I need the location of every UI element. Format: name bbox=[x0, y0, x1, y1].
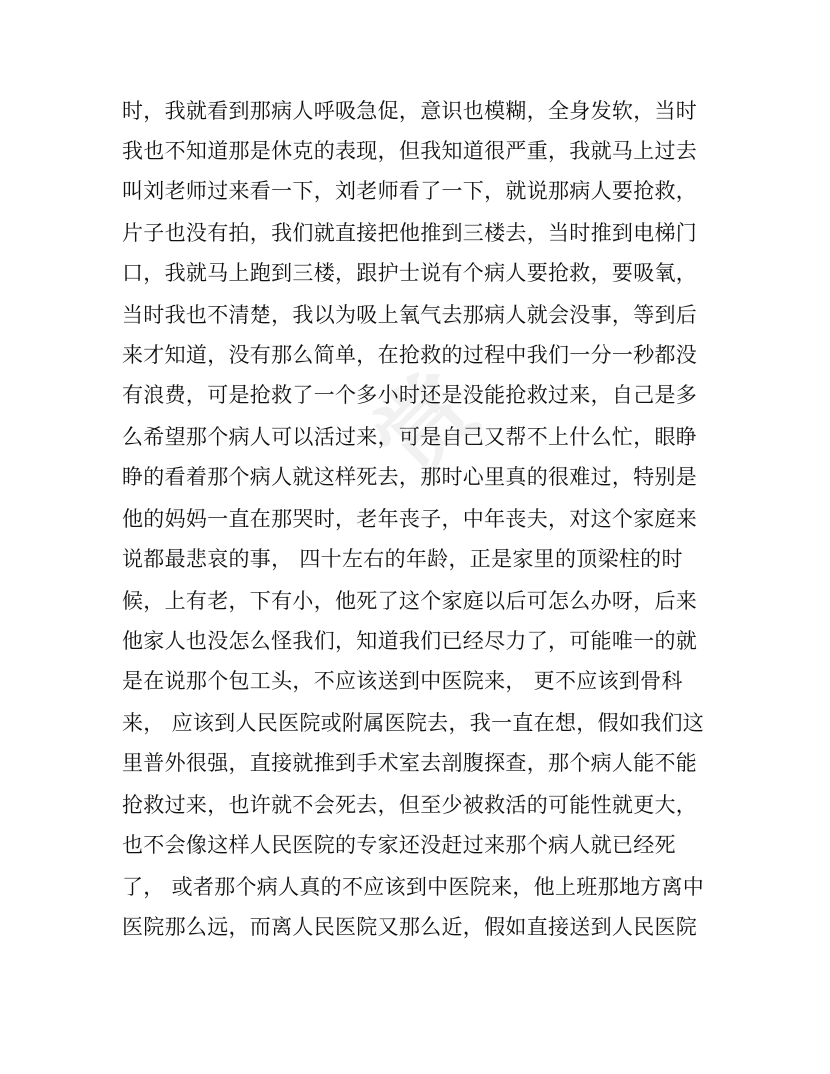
watermark-text: 赏 bbox=[351, 351, 499, 499]
text-line: 有浪费，可是抢救了一个多小时还是没能抢救过来，自己是多 bbox=[122, 383, 698, 407]
text-line: 抢救过来，也许就不会死去，但至少被救活的可能性就更大， bbox=[122, 793, 698, 817]
text-line: 么希望那个病人可以活过来，可是自己又帮不上什么忙，眼睁 bbox=[122, 425, 698, 449]
text-line: 他家人也没怎么怪我们，知道我们已经尽力了，可能唯一的就 bbox=[122, 629, 698, 653]
text-line: 他的妈妈一直在那哭时，老年丧子，中年丧夫，对这个家庭来 bbox=[122, 507, 698, 531]
text-line: 时，我就看到那病人呼吸急促，意识也模糊，全身发软，当时 bbox=[122, 99, 698, 123]
text-line: 来才知道，没有那么简单，在抢救的过程中我们一分一秒都没 bbox=[122, 343, 698, 367]
text-line: 里普外很强，直接就推到手术室去剖腹探查，那个病人能不能 bbox=[122, 751, 698, 775]
text-line: 是在说那个包工头，不应该送到中医院来， 更不应该到骨科 bbox=[122, 669, 683, 693]
text-line: 了， 或者那个病人真的不应该到中医院来，他上班那地方离中 bbox=[122, 875, 705, 899]
text-line: 睁的看着那个病人就这样死去，那时心里真的很难过，特别是 bbox=[122, 465, 698, 489]
text-line: 口，我就马上跑到三楼，跟护士说有个病人要抢救，要吸氧， bbox=[122, 261, 698, 285]
text-line: 片子也没有拍，我们就直接把他推到三楼去，当时推到电梯门 bbox=[122, 221, 698, 245]
text-line: 我也不知道那是休克的表现，但我知道很严重，我就马上过去 bbox=[122, 139, 698, 163]
text-line: 叫刘老师过来看一下，刘老师看了一下，就说那病人要抢救， bbox=[122, 179, 698, 203]
text-line: 也不会像这样人民医院的专家还没赶过来那个病人就已经死 bbox=[122, 833, 676, 857]
text-line: 候，上有老，下有小，他死了这个家庭以后可怎么办呀，后来 bbox=[122, 589, 698, 613]
text-line: 说都最悲哀的事， 四十左右的年龄，正是家里的顶梁柱的时 bbox=[122, 547, 683, 571]
text-line: 医院那么远，而离人民医院又那么近，假如直接送到人民医院 bbox=[122, 915, 698, 939]
text-line: 来， 应该到人民医院或附属医院去，我一直在想，假如我们这 bbox=[122, 711, 705, 735]
text-line: 当时我也不清楚，我以为吸上氧气去那病人就会没事，等到后 bbox=[122, 303, 698, 327]
